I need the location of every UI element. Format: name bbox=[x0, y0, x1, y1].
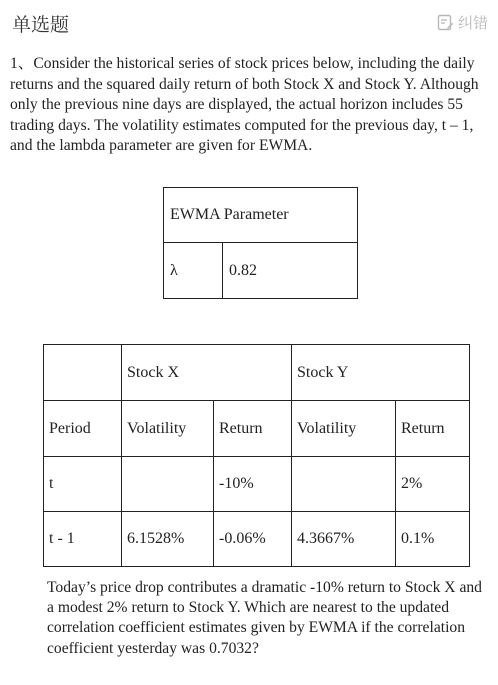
volatility-y-cell: 4.3667% bbox=[292, 512, 396, 567]
table-row bbox=[44, 457, 470, 512]
return-x-cell: -10% bbox=[214, 457, 292, 512]
ewma-parameter-table bbox=[163, 187, 358, 299]
correct-button[interactable] bbox=[437, 12, 488, 33]
edit-report-icon bbox=[437, 14, 454, 31]
period-cell: t - 1 bbox=[44, 512, 122, 567]
question-text: Consider the historical series of stock prices below, including the daily returns and the squared daily return of both Stock X and Stock Y. Although only the previous nine days are displayed, the actual horizon includes 55 trading days. The volatility estimates computed for the previous day, t – 1, and the lambda parameter are given for EWMA. bbox=[10, 55, 479, 154]
question-header bbox=[0, 0, 498, 44]
volatility-y-column-header: Volatility bbox=[292, 401, 396, 457]
correct-label: 纠错 bbox=[457, 14, 488, 32]
volatility-x-cell bbox=[122, 457, 214, 512]
question-prompt: Today’s price drop contributes a dramatic -10% return to Stock X and a modest 2% return to Stock Y. Which are nearest to the updated correlation coefficient estimates given by EWMA if the correlation coefficient yesterday was 0.7032? bbox=[47, 579, 482, 657]
return-y-column-header: Return bbox=[396, 401, 470, 457]
question-body bbox=[10, 54, 488, 157]
lambda-value: 0.82 bbox=[223, 243, 358, 299]
table-row bbox=[44, 512, 470, 567]
stock-data-table bbox=[43, 344, 470, 567]
return-x-column-header: Return bbox=[214, 401, 292, 457]
return-y-cell: 2% bbox=[396, 457, 470, 512]
lambda-symbol: λ bbox=[164, 243, 223, 299]
volatility-x-cell: 6.1528% bbox=[122, 512, 214, 567]
period-cell: t bbox=[44, 457, 122, 512]
volatility-x-column-header: Volatility bbox=[122, 401, 214, 457]
param-table-header: EWMA Parameter bbox=[164, 188, 358, 243]
period-column-header: Period bbox=[44, 401, 122, 457]
volatility-y-cell bbox=[292, 457, 396, 512]
stock-x-header: Stock X bbox=[122, 345, 292, 401]
stock-y-header: Stock Y bbox=[292, 345, 470, 401]
question-type-title: 单选题 bbox=[12, 14, 70, 36]
empty-corner-cell bbox=[44, 345, 122, 401]
return-y-cell: 0.1% bbox=[396, 512, 470, 567]
return-x-cell: -0.06% bbox=[214, 512, 292, 567]
question-number: 1、 bbox=[10, 55, 34, 72]
